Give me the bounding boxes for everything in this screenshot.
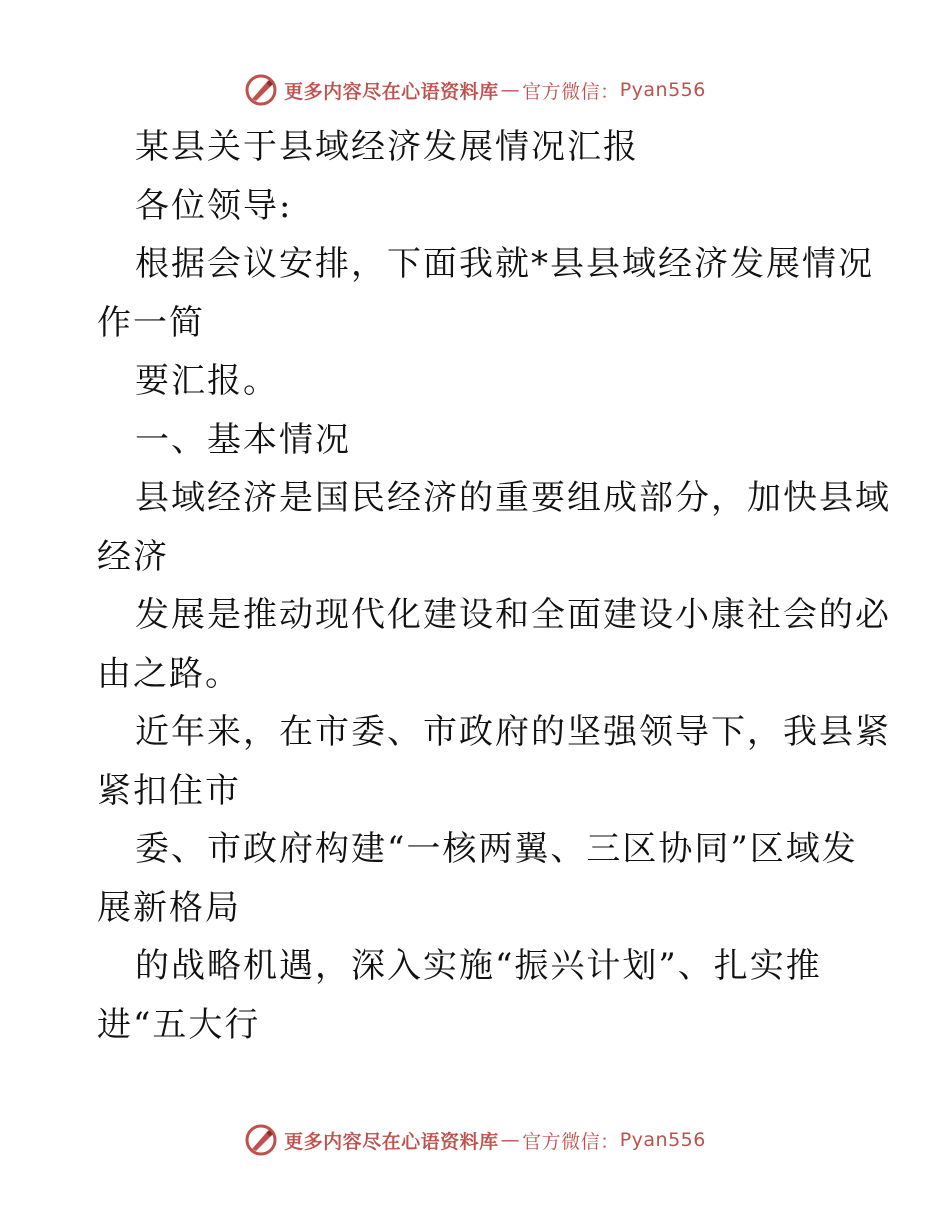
watermark-main-text: 更多内容尽在心语资料库 bbox=[284, 1130, 499, 1153]
header-watermark bbox=[0, 70, 950, 110]
paragraph-line: 由之路。 bbox=[97, 653, 241, 694]
watermark-main-text: 更多内容尽在心语资料库 bbox=[284, 80, 499, 103]
pen-logo-icon bbox=[244, 1123, 278, 1157]
paragraph-line: 展新格局 bbox=[97, 887, 241, 928]
paragraph-line: 委、市政府构建“一核两翼、三区协同”区域发 bbox=[135, 829, 858, 869]
paragraph-line: 作一简 bbox=[97, 302, 205, 343]
watermark-value: Pyan556 bbox=[619, 1129, 706, 1151]
paragraph-line: 的战略机遇，深入实施“振兴计划”、扎实推 bbox=[135, 946, 822, 986]
footer-watermark bbox=[0, 1120, 950, 1160]
watermark-separator: — bbox=[500, 1129, 521, 1151]
paragraph-line: 近年来，在市委、市政府的坚强领导下，我县紧 bbox=[135, 712, 891, 752]
salutation: 各位领导: bbox=[135, 185, 293, 226]
paragraph-line: 紧扣住市 bbox=[97, 770, 241, 811]
document-title: 某县关于县域经济发展情况汇报 bbox=[135, 127, 639, 167]
watermark-label: 官方微信： bbox=[522, 80, 620, 103]
paragraph-line: 进“五大行 bbox=[97, 1004, 261, 1045]
paragraph-line: 根据会议安排，下面我就*县县域经济发展情况 bbox=[135, 244, 874, 284]
pen-logo-icon bbox=[244, 73, 278, 107]
paragraph-line: 县域经济是国民经济的重要组成部分，加快县域 bbox=[135, 478, 891, 518]
paragraph-line: 发展是推动现代化建设和全面建设小康社会的必 bbox=[135, 595, 891, 635]
paragraph-line: 要汇报。 bbox=[135, 361, 279, 401]
watermark-label: 官方微信： bbox=[522, 1130, 620, 1153]
section-heading: 一、基本情况 bbox=[135, 419, 351, 460]
watermark-separator: — bbox=[500, 79, 521, 101]
watermark-value: Pyan556 bbox=[619, 79, 706, 101]
paragraph-line: 经济 bbox=[97, 536, 169, 577]
document-body bbox=[97, 118, 891, 1054]
